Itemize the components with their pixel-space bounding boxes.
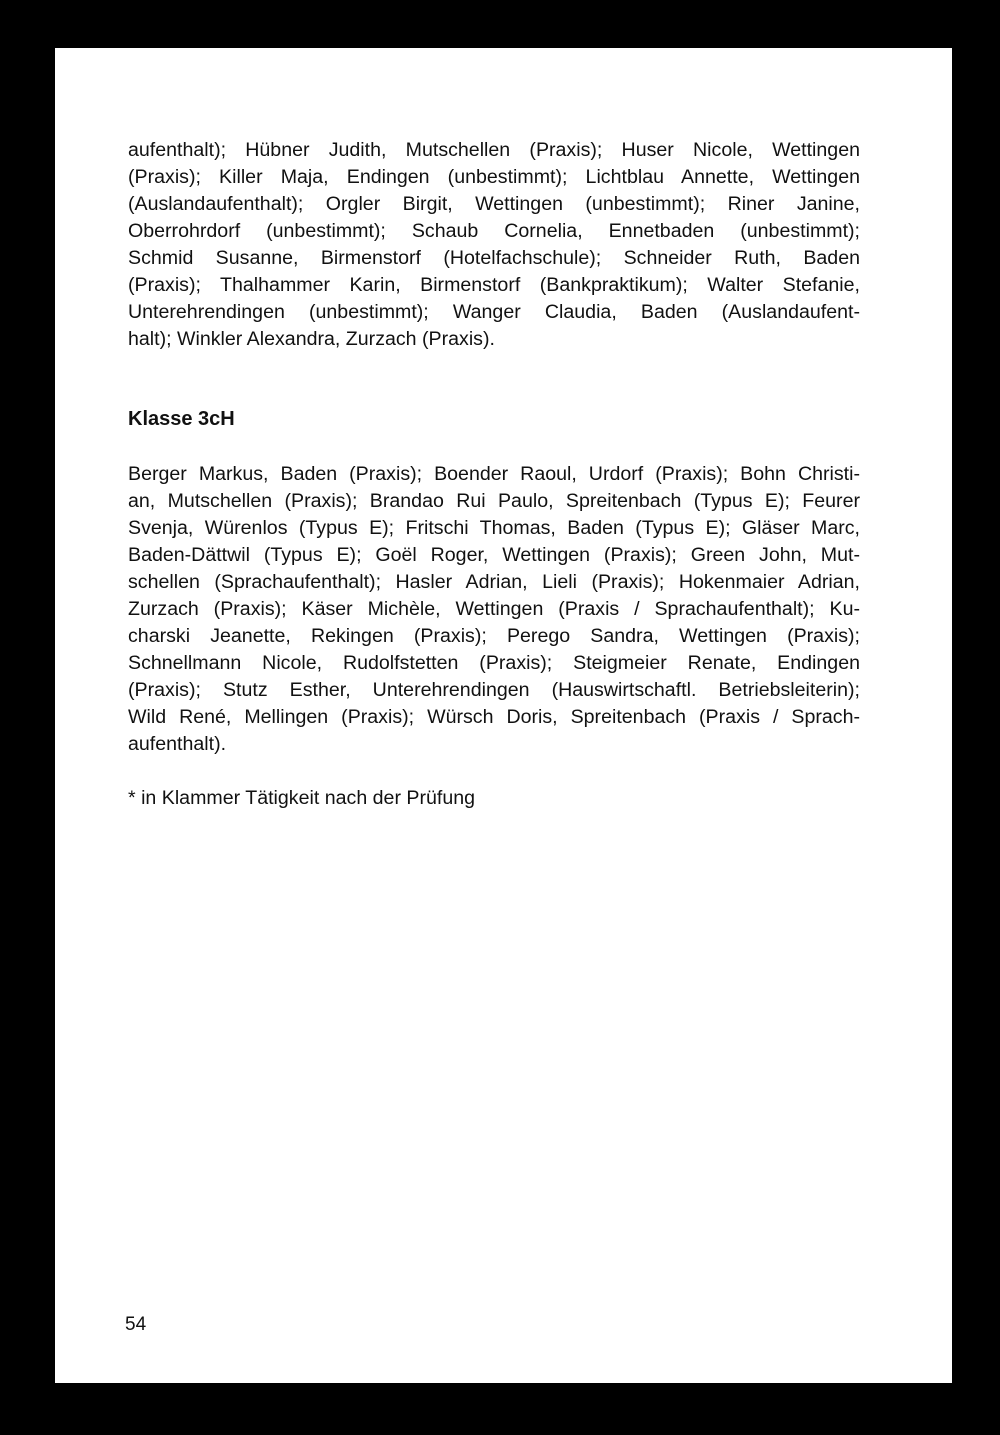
paragraph-line: aufenthalt); Hübner Judith, Mutschellen (Praxis); Huser Nicole, Wettingen [128,139,860,161]
paragraph-line: (Praxis); Stutz Esther, Unterehrendingen (Hauswirtschaftl. Betriebsleiterin); [128,679,860,701]
paragraph-klasse-3ch [128,461,860,758]
paragraph-line: aufenthalt). [128,733,227,755]
paragraph-line: Oberrohrdorf (unbestimmt); Schaub Cornelia, Ennetbaden (unbestimmt); [128,220,860,242]
paragraph-line: Schmid Susanne, Birmenstorf (Hotelfachschule); Schneider Ruth, Baden [128,247,860,269]
paragraph-line: (Auslandaufenthalt); Orgler Birgit, Wettingen (unbestimmt); Riner Janine, [128,193,860,215]
paragraph-line: Svenja, Würenlos (Typus E); Fritschi Thomas, Baden (Typus E); Gläser Marc, [128,517,860,539]
paragraph-line: Wild René, Mellingen (Praxis); Würsch Doris, Spreitenbach (Praxis / Sprach- [128,706,860,728]
paragraph-line: an, Mutschellen (Praxis); Brandao Rui Paulo, Spreitenbach (Typus E); Feurer [128,490,860,512]
paragraph-line: (Praxis); Thalhammer Karin, Birmenstorf (Bankpraktikum); Walter Stefanie, [128,274,860,296]
paragraph-line: Baden-Dättwil (Typus E); Goël Roger, Wettingen (Praxis); Green John, Mut- [128,544,860,566]
paragraph-line: schellen (Sprachaufenthalt); Hasler Adrian, Lieli (Praxis); Hokenmaier Adrian, [128,571,860,593]
paragraph-graduates-continued [128,137,860,353]
paragraph-line: Zurzach (Praxis); Käser Michèle, Wettingen (Praxis / Sprachaufenthalt); Ku- [128,598,860,620]
page-number: 54 [125,1314,147,1335]
paragraph-line: Berger Markus, Baden (Praxis); Boender Raoul, Urdorf (Praxis); Bohn Christi- [128,463,860,485]
document-page [55,48,952,1383]
footnote: * in Klammer Tätigkeit nach der Prüfung [128,787,476,809]
section-heading-klasse-3ch: Klasse 3cH [128,408,235,430]
paragraph-line: (Praxis); Killer Maja, Endingen (unbestimmt); Lichtblau Annette, Wettingen [128,166,860,188]
paragraph-line: charski Jeanette, Rekingen (Praxis); Perego Sandra, Wettingen (Praxis); [128,625,860,647]
paragraph-line: Unterehrendingen (unbestimmt); Wanger Claudia, Baden (Auslandaufent- [128,301,860,323]
paragraph-line: Schnellmann Nicole, Rudolfstetten (Praxis); Steigmeier Renate, Endingen [128,652,860,674]
paragraph-line: halt); Winkler Alexandra, Zurzach (Praxis). [128,328,495,350]
